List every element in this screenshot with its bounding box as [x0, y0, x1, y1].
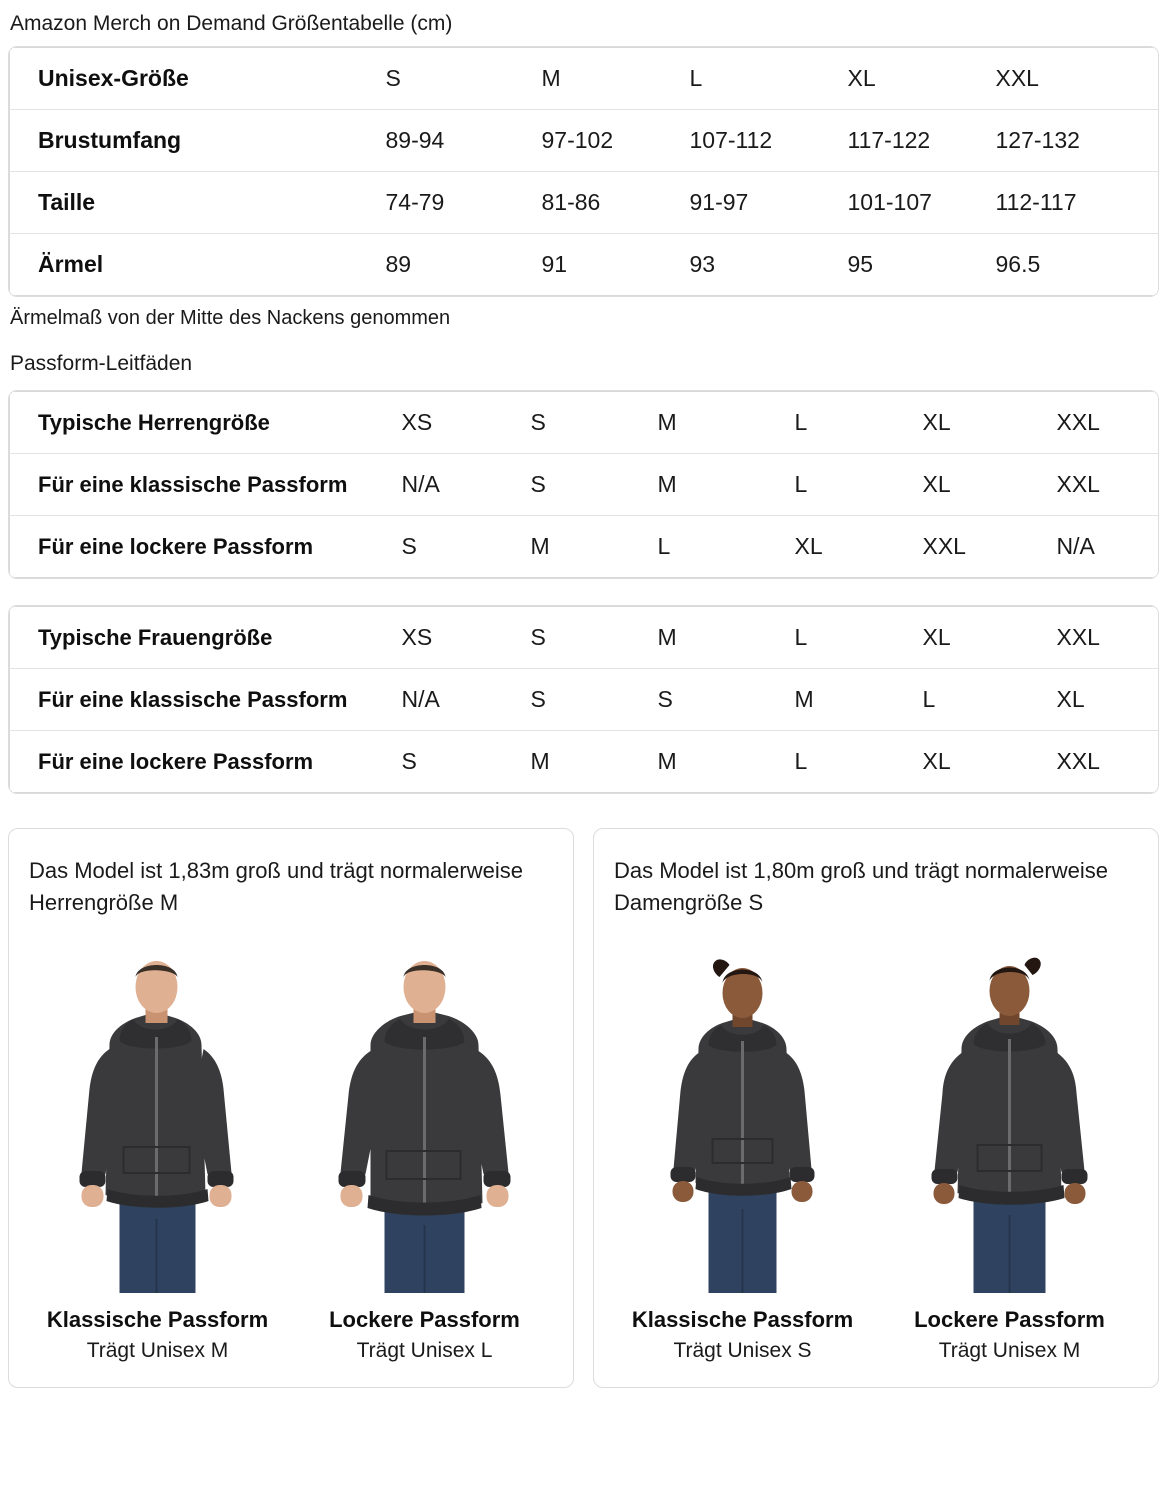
size-table-container	[8, 46, 1159, 297]
figure-caption: Lockere Passform	[914, 1307, 1105, 1332]
cell: XXL	[996, 48, 1160, 110]
figure-subcaption: Trägt Unisex M	[86, 1339, 229, 1362]
cell: 89	[386, 234, 542, 296]
cell: XXL	[923, 516, 1057, 578]
row-label: Für eine klassische Passform	[10, 454, 402, 516]
cell: XL	[1057, 669, 1160, 731]
table-row	[10, 607, 1160, 669]
female-relaxed-fit-figure	[881, 933, 1138, 1363]
model-cards	[8, 828, 1159, 1388]
cell: S	[531, 607, 658, 669]
row-label: Typische Frauengröße	[10, 607, 402, 669]
row-label: Brustumfang	[10, 110, 386, 172]
cell: S	[531, 454, 658, 516]
cell: 91	[542, 234, 690, 296]
cell: L	[658, 516, 795, 578]
cell: M	[658, 392, 795, 454]
row-label: Ärmel	[10, 234, 386, 296]
cell: L	[795, 392, 923, 454]
cell: L	[690, 48, 848, 110]
cell: L	[795, 454, 923, 516]
table-row	[10, 110, 1160, 172]
cell: S	[402, 731, 531, 793]
cell: M	[531, 731, 658, 793]
cell: 95	[848, 234, 996, 296]
figure-caption: Klassische Passform	[631, 1307, 854, 1332]
cell: 93	[690, 234, 848, 296]
sleeve-measure-note: Ärmelmaß von der Mitte des Nackens genommen	[10, 307, 451, 329]
mens-fit-table-container	[8, 390, 1159, 579]
cell: 107-112	[690, 110, 848, 172]
cell: S	[531, 669, 658, 731]
cell: S	[658, 669, 795, 731]
table-row	[10, 669, 1160, 731]
cell: 74-79	[386, 172, 542, 234]
cell: N/A	[402, 454, 531, 516]
fit-guides-label: Passform-Leitfäden	[10, 352, 193, 375]
row-label: Für eine lockere Passform	[10, 731, 402, 793]
cell: M	[658, 454, 795, 516]
cell: XS	[402, 392, 531, 454]
cell: N/A	[402, 669, 531, 731]
cell: XL	[923, 731, 1057, 793]
womens-fit-table-container	[8, 605, 1159, 794]
cell: XXL	[1057, 392, 1160, 454]
cell: XXL	[1057, 454, 1160, 516]
table-row	[10, 48, 1160, 110]
mens-fit-table	[9, 391, 1159, 578]
womens-fit-table	[9, 606, 1159, 793]
female-model-hoodie-icon	[881, 933, 1138, 1293]
female-model-card	[593, 828, 1159, 1388]
table-row	[10, 392, 1160, 454]
table-row	[10, 731, 1160, 793]
cell: XL	[795, 516, 923, 578]
cell: M	[658, 731, 795, 793]
cell: M	[795, 669, 923, 731]
cell: M	[658, 607, 795, 669]
cell: 117-122	[848, 110, 996, 172]
figure-subcaption: Trägt Unisex S	[673, 1339, 812, 1362]
cell: L	[795, 607, 923, 669]
cell: L	[795, 731, 923, 793]
table-row	[10, 454, 1160, 516]
figure-subcaption: Trägt Unisex L	[356, 1339, 493, 1362]
cell: 96.5	[996, 234, 1160, 296]
male-model-hoodie-icon	[29, 933, 286, 1293]
female-model-hoodie-icon	[614, 933, 871, 1293]
row-label: Taille	[10, 172, 386, 234]
male-model-hoodie-icon	[296, 933, 553, 1293]
cell: 91-97	[690, 172, 848, 234]
cell: 81-86	[542, 172, 690, 234]
size-table	[9, 47, 1159, 296]
male-model-description: Das Model ist 1,83m groß und trägt normalerweise Herrengröße M	[29, 858, 523, 915]
male-relaxed-fit-figure	[296, 933, 553, 1363]
row-label: Für eine lockere Passform	[10, 516, 402, 578]
cell: XL	[923, 454, 1057, 516]
table-row	[10, 234, 1160, 296]
cell: XS	[402, 607, 531, 669]
table-row	[10, 516, 1160, 578]
figure-subcaption: Trägt Unisex M	[938, 1339, 1081, 1362]
cell: N/A	[1057, 516, 1160, 578]
cell: M	[531, 516, 658, 578]
cell: S	[386, 48, 542, 110]
cell: S	[531, 392, 658, 454]
cell: XL	[923, 392, 1057, 454]
cell: L	[923, 669, 1057, 731]
cell: 112-117	[996, 172, 1160, 234]
cell: XXL	[1057, 607, 1160, 669]
row-label: Für eine klassische Passform	[10, 669, 402, 731]
row-label: Unisex-Größe	[10, 48, 386, 110]
cell: 97-102	[542, 110, 690, 172]
male-classic-fit-figure	[29, 933, 286, 1363]
female-classic-fit-figure	[614, 933, 871, 1363]
male-model-card	[8, 828, 574, 1388]
row-label: Typische Herrengröße	[10, 392, 402, 454]
female-model-description: Das Model ist 1,80m groß und trägt normalerweise Damengröße S	[614, 858, 1108, 915]
cell: 127-132	[996, 110, 1160, 172]
cell: M	[542, 48, 690, 110]
page-title: Amazon Merch on Demand Größentabelle (cm)	[10, 12, 453, 35]
table-row	[10, 172, 1160, 234]
figure-caption: Klassische Passform	[46, 1307, 269, 1332]
cell: 89-94	[386, 110, 542, 172]
cell: XL	[923, 607, 1057, 669]
cell: 101-107	[848, 172, 996, 234]
cell: XXL	[1057, 731, 1160, 793]
figure-caption: Lockere Passform	[329, 1307, 520, 1332]
cell: S	[402, 516, 531, 578]
cell: XL	[848, 48, 996, 110]
